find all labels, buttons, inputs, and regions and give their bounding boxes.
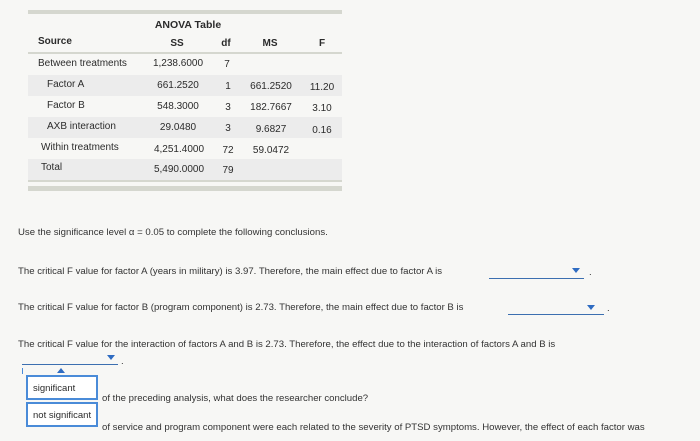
interaction-caret-icon[interactable] xyxy=(107,355,115,360)
table-row-f: 0.16 xyxy=(312,125,332,136)
interaction-dropdown[interactable] xyxy=(22,364,118,365)
table-row-source: AXB interaction xyxy=(47,121,116,132)
table-row-ms: 9.6827 xyxy=(255,124,287,135)
table-row-df: 1 xyxy=(225,81,231,92)
table-row-ms: 59.0472 xyxy=(252,145,290,156)
period: . xyxy=(607,303,610,314)
table-row-source: Factor B xyxy=(47,100,85,111)
question-conclusion: of the preceding analysis, what does the researcher conclude? xyxy=(102,393,369,404)
table-row-ms: 182.7667 xyxy=(250,102,292,113)
period: . xyxy=(121,356,124,367)
question-summary: of service and program component were each related to the severity of PTSD symptoms. However, the effect of each factor was xyxy=(102,422,645,433)
option-not-significant[interactable]: not significant xyxy=(26,402,98,427)
table-top-rule xyxy=(28,10,342,14)
instructions-text: Use the significance level α = 0.05 to complete the following conclusions. xyxy=(18,227,328,238)
factor-a-caret-icon[interactable] xyxy=(572,268,580,273)
table-row-ss: 1,238.6000 xyxy=(152,58,204,69)
header-rule xyxy=(28,52,342,54)
table-row-ss: 4,251.4000 xyxy=(153,144,205,155)
question-interaction: The critical F value for the interaction of factors A and B is 2.73. Therefore, the effect due to the interaction of factors A and B is xyxy=(18,339,556,350)
factor-a-dropdown[interactable] xyxy=(489,278,584,279)
table-row-source: Within treatments xyxy=(41,142,119,153)
table-row-ss: 5,490.0000 xyxy=(153,164,205,175)
header-source: Source xyxy=(38,36,72,47)
factor-b-caret-icon[interactable] xyxy=(587,305,595,310)
dropdown-pointer-line xyxy=(22,368,23,374)
table-row-df: 3 xyxy=(225,123,231,134)
question-factor-b: The critical F value for factor B (program component) is 2.73. Therefore, the main effect due to factor B is xyxy=(18,302,464,313)
table-row-ss: 661.2520 xyxy=(157,80,199,91)
table-row-ms: 661.2520 xyxy=(250,81,292,92)
table-row-source: Between treatments xyxy=(38,58,127,69)
period: . xyxy=(589,267,592,278)
table-title: ANOVA Table xyxy=(154,19,222,31)
dropdown-up-caret-icon xyxy=(57,368,65,373)
table-row-f: 3.10 xyxy=(312,103,332,114)
table-row-df: 72 xyxy=(222,145,234,156)
table-row-df: 79 xyxy=(222,165,234,176)
question-factor-a: The critical F value for factor A (years in military) is 3.97. Therefore, the main effect due to factor A is xyxy=(18,266,443,277)
table-row-df: 7 xyxy=(224,59,230,70)
table-row-df: 3 xyxy=(225,102,231,113)
factor-b-dropdown[interactable] xyxy=(508,314,604,315)
table-bottom-rule xyxy=(28,186,342,191)
header-ss: SS xyxy=(170,38,184,49)
table-row-source: Total xyxy=(41,162,63,173)
header-f: F xyxy=(318,38,326,49)
table-row-source: Factor A xyxy=(47,79,85,90)
table-row-ss: 548.3000 xyxy=(157,101,199,112)
table-rule xyxy=(28,180,342,182)
option-significant[interactable]: significant xyxy=(26,375,98,400)
table-row-ss: 29.0480 xyxy=(159,122,197,133)
header-df: df xyxy=(221,38,231,49)
header-ms: MS xyxy=(262,38,278,49)
table-row-f: 11.20 xyxy=(309,82,335,93)
